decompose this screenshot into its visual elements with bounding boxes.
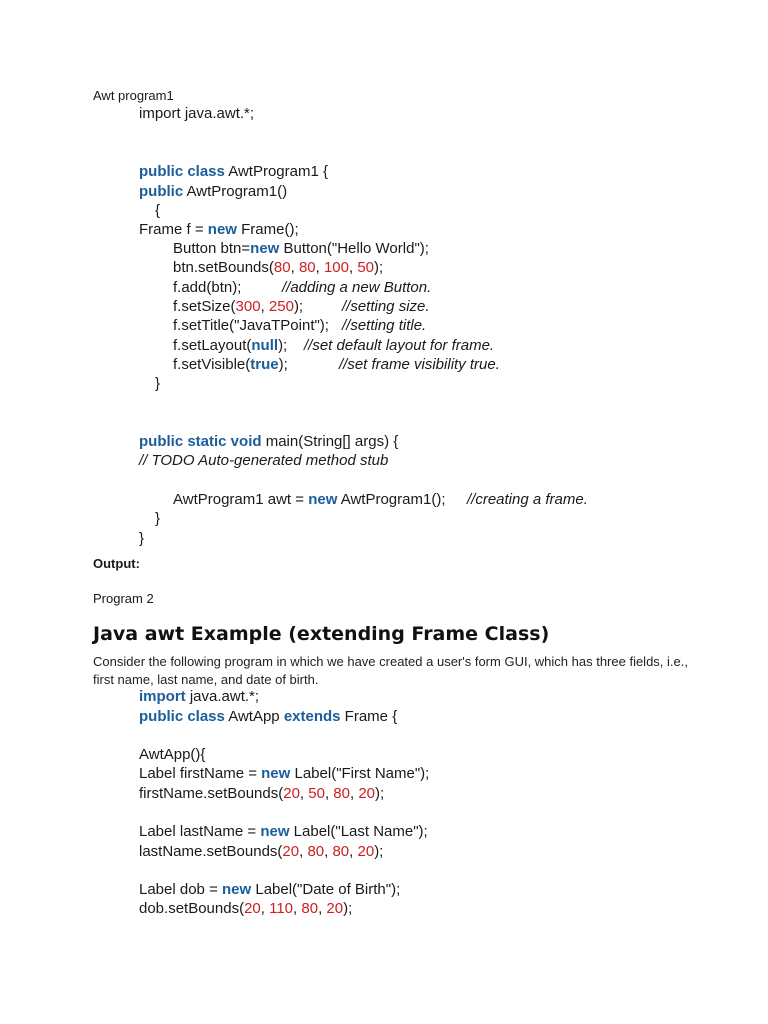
code-open-brace: { (155, 202, 161, 219)
program2-title: Program 2 (93, 591, 154, 606)
keyword: public class (139, 163, 225, 180)
code-firstname-bounds: firstName.setBounds(20, 50, 80, 20); (139, 785, 385, 802)
code-ctor-decl: AwtApp(){ (139, 746, 206, 763)
code-setlayout-line: f.setLayout(null); (173, 337, 288, 354)
code-setsize-line: f.setSize(300, 250); (173, 298, 304, 315)
section-heading: Java awt Example (extending Frame Class) (93, 623, 550, 645)
keyword: new (261, 765, 291, 782)
code-setvisible-line: f.setVisible(true); (173, 356, 288, 373)
code-awt-line: AwtProgram1 awt = new AwtProgram1(); (173, 491, 446, 508)
code-dob-bounds: dob.setBounds(20, 110, 80, 20); (139, 900, 353, 917)
code-lastname-label: Label lastName = new Label("Last Name"); (139, 823, 428, 840)
keyword: new (308, 491, 338, 508)
description-paragraph: Consider the following program in which we have created a user's form GUI, which has three fields, i.e., first name, last name, and date of birth. (93, 654, 688, 687)
code-close-brace: } (155, 510, 161, 527)
code-class-decl: public class AwtProgram1 { (139, 163, 328, 180)
keyword: public class (139, 708, 225, 725)
code-setbounds-line: btn.setBounds(80, 80, 100, 50); (173, 259, 384, 276)
keyword: import (139, 688, 186, 705)
keyword: new (250, 240, 280, 257)
code-class-decl: public class AwtApp extends Frame { (139, 708, 398, 725)
code-comment: //set frame visibility true. (339, 356, 500, 373)
code-button-line: Button btn=new Button("Hello World"); (173, 240, 429, 257)
code-main-decl: public static void main(String[] args) { (139, 433, 399, 450)
code-settitle-line: f.setTitle("JavaTPoint"); (173, 317, 329, 334)
code-lastname-bounds: lastName.setBounds(20, 80, 80, 20); (139, 843, 384, 860)
keyword: null (251, 337, 279, 354)
code-todo-comment: // TODO Auto-generated method stub (139, 452, 389, 469)
code-close-brace: } (139, 530, 145, 547)
keyword: true (250, 356, 279, 373)
keyword: public (139, 183, 184, 200)
code-close-brace: } (155, 375, 161, 392)
code-firstname-label: Label firstName = new Label("First Name"); (139, 765, 430, 782)
keyword: new (207, 221, 237, 238)
output-label: Output: (93, 556, 140, 571)
keyword: new (260, 823, 290, 840)
code-ctor-decl: public AwtProgram1() (139, 183, 288, 200)
code-comment: //adding a new Button. (282, 279, 432, 296)
code-comment: //creating a frame. (467, 491, 588, 508)
keyword: new (222, 881, 252, 898)
keyword: extends (283, 708, 341, 725)
code-comment: //setting size. (342, 298, 430, 315)
code-frame-line: Frame f = new Frame(); (139, 221, 299, 238)
code-comment: //set default layout for frame. (304, 337, 495, 354)
code-comment: //setting title. (342, 317, 427, 334)
code-import: import java.awt.*; (139, 105, 255, 122)
keyword: public static void (139, 433, 262, 450)
code-import: import java.awt.*; (139, 688, 260, 705)
program1-title: Awt program1 (93, 88, 174, 103)
code-dob-label: Label dob = new Label("Date of Birth"); (139, 881, 401, 898)
code-add-line: f.add(btn); (173, 279, 242, 296)
